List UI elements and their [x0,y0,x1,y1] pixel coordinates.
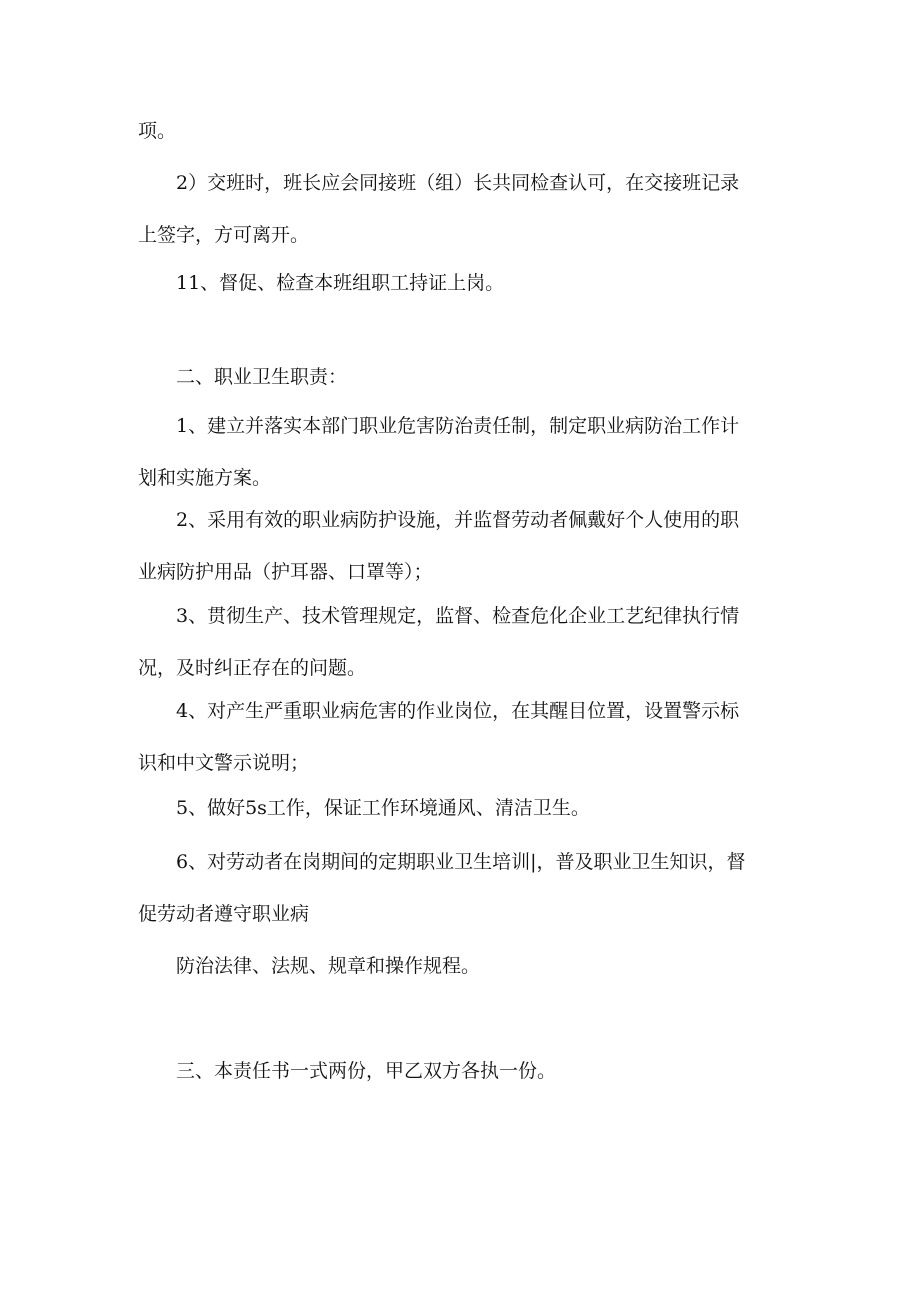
text-line: 况，及时纠正存在的问题。 [138,657,367,679]
text-line: 促劳动者遵守职业病 [138,903,310,925]
text-line: 二、职业卫生职责： [176,366,348,388]
text-line: 6、对劳动者在岗期间的定期职业卫生培训|，普及职业卫生知识，督 [176,851,746,873]
text-line: 业病防护用品（护耳器、口罩等）； [138,561,433,583]
text-line: 2）交班时，班长应会同接班（组）长共同检查认可，在交接班记录 [176,172,740,194]
paragraph-duty-2 [138,494,788,598]
text-line: 识和中文警示说明； [138,752,310,774]
text-line: 1、建立并落实本部门职业危害防治责任制，制定职业病防治工作计 [176,415,740,437]
paragraph-duty-4 [138,685,788,789]
paragraph-duty-5 [138,782,788,834]
section-heading-3 [138,1045,788,1097]
text-line: 划和实施方案。 [138,467,272,489]
paragraph-continuation [138,105,788,157]
section-heading-2 [138,351,788,403]
paragraph-duty-1 [138,400,788,504]
paragraph-item-11 [138,257,788,309]
text-line: 项。 [138,120,177,142]
paragraph-duty-3 [138,590,788,694]
paragraph-duty-6 [138,836,788,992]
paragraph-handover [138,157,788,261]
text-line: 防治法律、法规、规章和操作规程。 [176,955,481,977]
text-line: 4、对产生严重职业病危害的作业岗位，在其醒目位置，设置警示标 [176,700,740,722]
text-line: 5、做好5s工作，保证工作环境通风、清洁卫生。 [176,797,590,819]
text-line: 3、贯彻生产、技术管理规定，监督、检查危化企业工艺纪律执行情 [176,605,740,627]
text-line: 2、采用有效的职业病防护设施，并监督劳动者佩戴好个人使用的职 [176,509,740,531]
text-line: 11、督促、检查本班组职工持证上岗。 [176,272,505,294]
text-line: 三、本责任书一式两份，甲乙双方各执一份。 [176,1060,557,1082]
text-line: 上签字，方可离开。 [138,224,310,246]
